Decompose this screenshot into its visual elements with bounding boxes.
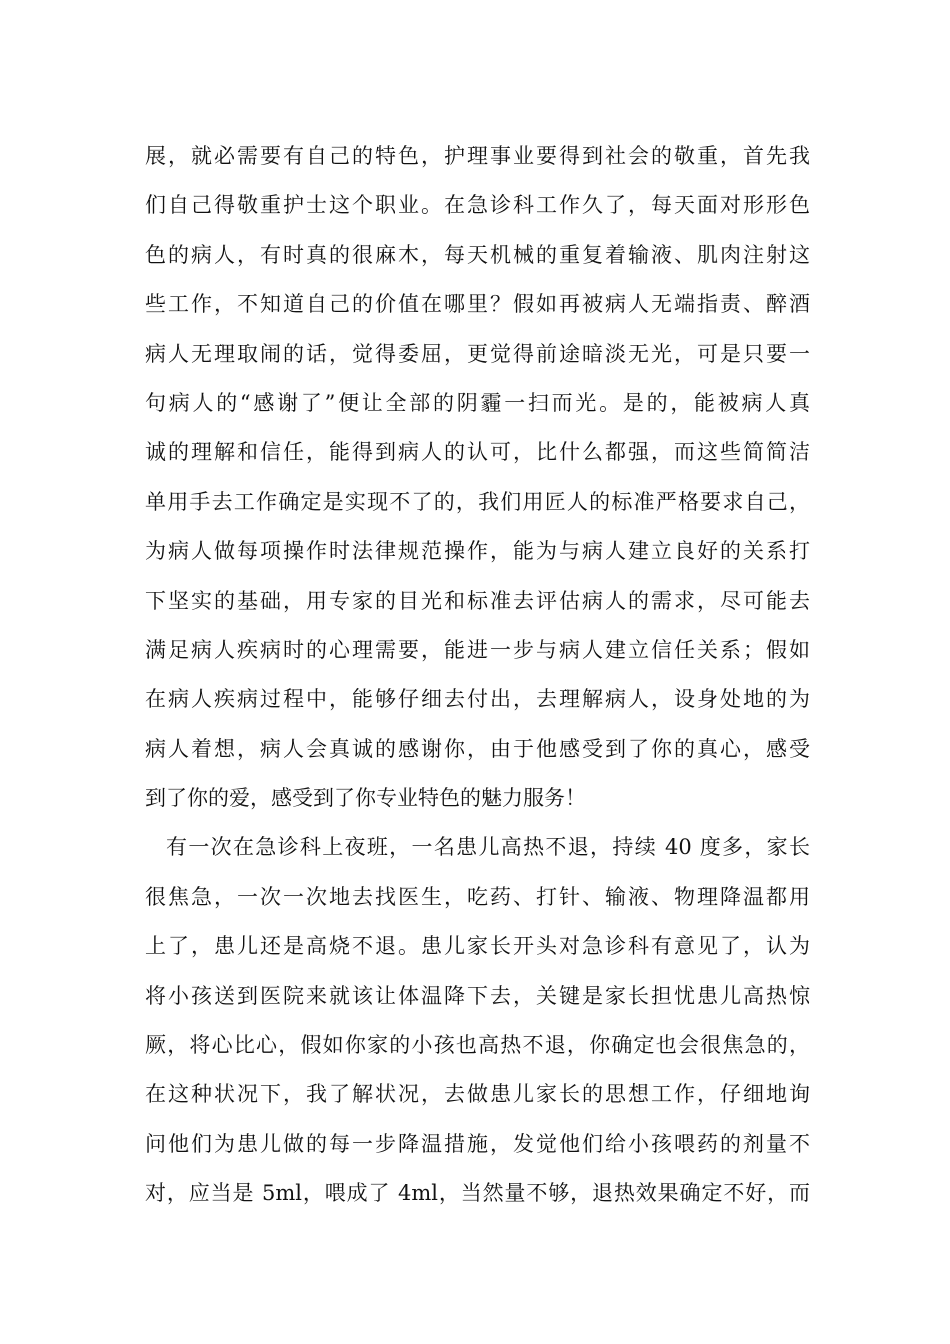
text-line: 在病人疾病过程中，能够仔细去付出，去理解病人，设身处地的为 <box>145 687 810 712</box>
text-line: 下坚实的基础，用专家的目光和标准去评估病人的需求，尽可能去 <box>145 588 810 613</box>
text-line: 病人着想，病人会真诚的感谢你，由于他感受到了你的真心，感受 <box>145 736 810 761</box>
text-line: 色的病人，有时真的很麻木，每天机械的重复着输液、肌肉注射这 <box>145 242 810 267</box>
text-line: 满足病人疾病时的心理需要，能进一步与病人建立信任关系；假如 <box>145 637 810 662</box>
text-line: 上了，患儿还是高烧不退。患儿家长开头对急诊科有意见了，认为 <box>145 934 810 959</box>
body-text <box>145 132 810 1219</box>
text-line: 对，应当是 5ml，喂成了 4ml，当然量不够，退热效果确定不好，而 <box>145 1181 810 1206</box>
text-line: 问他们为患儿做的每一步降温措施，发觉他们给小孩喂药的剂量不 <box>145 1131 810 1156</box>
text-line: 单用手去工作确定是实现不了的，我们用匠人的标准严格要求自己， <box>145 489 810 514</box>
paragraph-1 <box>145 132 810 823</box>
text-line: 些工作，不知道自己的价值在哪里？假如再被病人无端指责、醉酒 <box>145 292 810 317</box>
text-line: 厥，将心比心，假如你家的小孩也高热不退，你确定也会很焦急的， <box>145 1033 810 1058</box>
text-line: 为病人做每项操作时法律规范操作，能为与病人建立良好的关系打 <box>145 539 810 564</box>
text-line: 病人无理取闹的话，觉得委屈，更觉得前途暗淡无光，可是只要一 <box>145 341 810 366</box>
text-line: 有一次在急诊科上夜班，一名患儿高热不退，持续 40 度多，家长 <box>166 835 810 860</box>
text-line: 很焦急，一次一次地去找医生，吃药、打针、输液、物理降温都用 <box>145 884 810 909</box>
text-line: 句病人的“感谢了”便让全部的阴霾一扫而光。是的，能被病人真 <box>145 390 810 415</box>
text-line: 诚的理解和信任，能得到病人的认可，比什么都强，而这些简简洁 <box>145 440 810 465</box>
text-line: 们自己得敬重护士这个职业。在急诊科工作久了，每天面对形形色 <box>145 193 810 218</box>
text-line: 在这种状况下，我了解状况，去做患儿家长的思想工作，仔细地询 <box>145 1082 810 1107</box>
text-line: 到了你的爱，感受到了你专业特色的魅力服务！ <box>145 786 586 811</box>
text-line: 将小孩送到医院来就该让体温降下去，关键是家长担忧患儿高热惊 <box>145 983 810 1008</box>
paragraph-2 <box>145 823 810 1218</box>
text-line: 展，就必需要有自己的特色，护理事业要得到社会的敬重，首先我 <box>145 144 810 168</box>
